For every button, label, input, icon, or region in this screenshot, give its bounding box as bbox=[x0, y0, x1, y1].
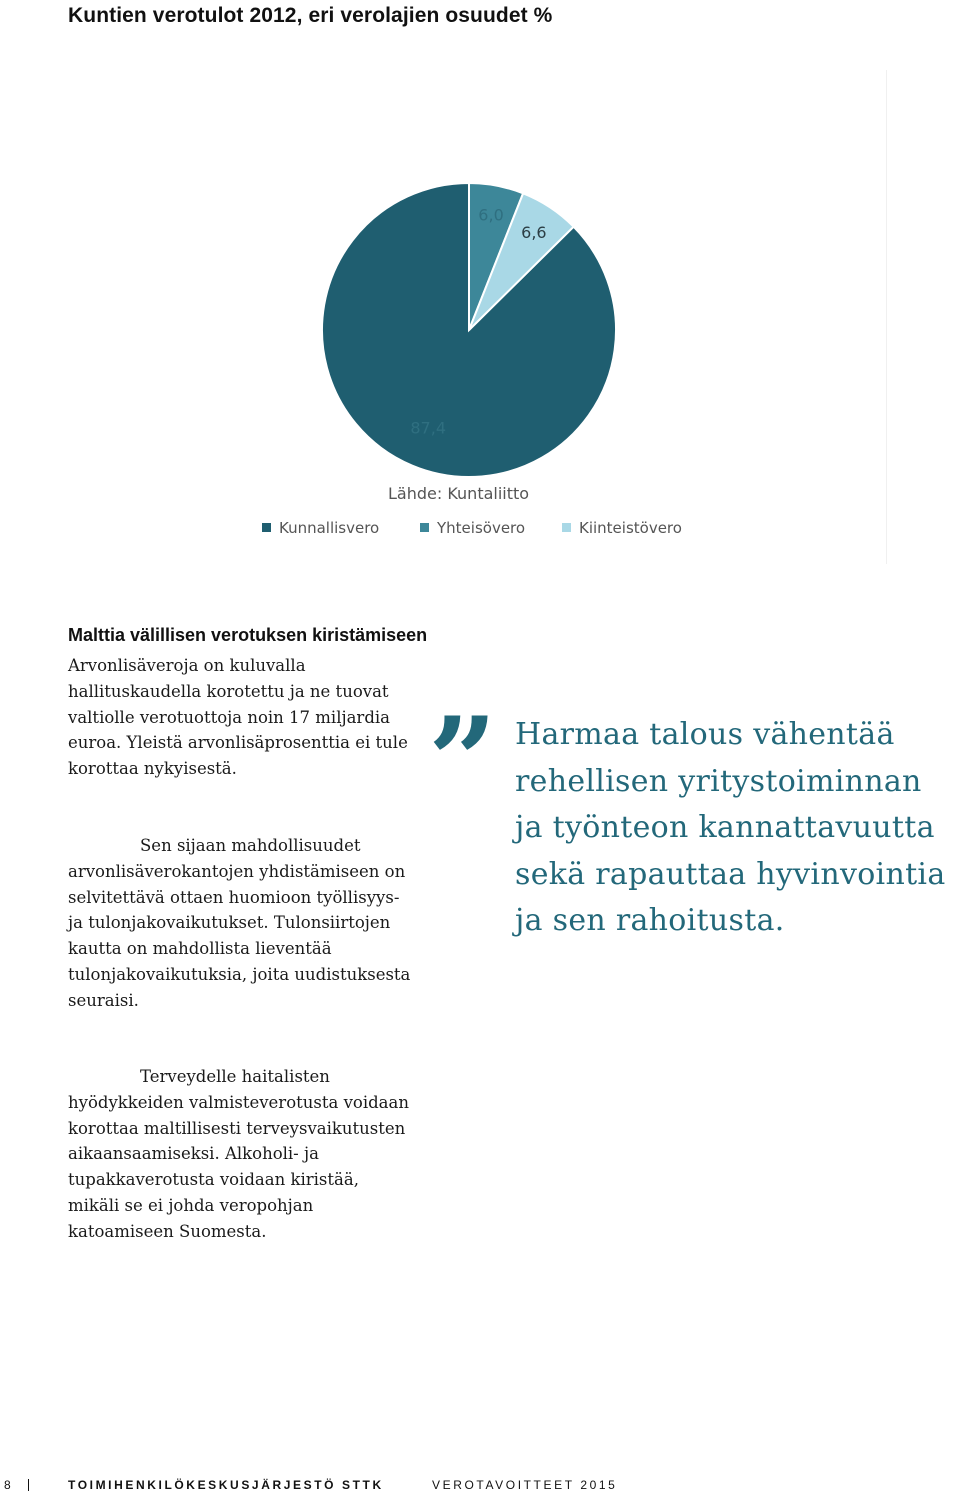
footer-document-title: VEROTAVOITTEET 2015 bbox=[432, 1478, 618, 1492]
paragraph-3: Terveydelle haitalisten hyödykkeiden valmisteverotusta voidaan korottaa maltillisesti terveysvaikutusten aikaansaamiseksi. Alkoholi- ja tupakkaverotusta voidaan kiristää, mikäli se ei johda veropohjan katoamiseen Suomesta. bbox=[68, 1067, 409, 1241]
pull-quote-line: rehellisen yritystoiminnan bbox=[515, 763, 922, 799]
page-number: 8 bbox=[4, 1478, 11, 1492]
page-title: Kuntien verotulot 2012, eri verolajien osuudet % bbox=[68, 4, 553, 27]
legend-label-kunnallisvero: Kunnallisvero bbox=[279, 519, 380, 537]
pull-quote-line: ja sen rahoitusta. bbox=[515, 903, 785, 938]
legend-swatch-yhteisovero bbox=[420, 523, 429, 532]
pie-chart-svg bbox=[64, 70, 886, 564]
paragraph-1: Arvonlisäveroja on kuluvalla hallituskaudella korotettu ja ne tuovat valtiolle verotuottoja noin 17 miljardia euroa. Yleistä arvonlisäprosenttia ei tule korottaa nykyisestä. bbox=[68, 656, 408, 779]
legend-label-kiinteistovero: Kiinteistövero bbox=[579, 519, 682, 537]
section-heading: Malttia välillisen verotuksen kiristämiseen bbox=[68, 625, 428, 645]
legend-swatch-kiinteistovero bbox=[562, 523, 571, 532]
pull-quote-line: Harmaa talous vähentää bbox=[515, 717, 895, 752]
chart-source: Lähde: Kuntaliitto bbox=[388, 484, 530, 503]
pull-quote-line: sekä rapauttaa hyvinvointia bbox=[515, 856, 946, 892]
pie-data-label: 87,4 bbox=[410, 418, 447, 438]
footer-divider bbox=[28, 1479, 29, 1491]
paragraph-2: Sen sijaan mahdollisuudet arvonlisäverokantojen yhdistämiseen on selvitettävä ottaen huomioon työllisyys- ja tulonjakovaikutukset. Tulonsiirtojen kautta on mahdollista lieventää tulonjakovaikutuksia, joita uudistuksesta seuraisi. bbox=[68, 836, 411, 1010]
pie-chart bbox=[64, 70, 887, 564]
page-footer bbox=[0, 1478, 960, 1493]
footer-organization: TOIMIHENKILÖKESKUSJÄRJESTÖ STTK bbox=[68, 1478, 384, 1492]
legend-swatch-kunnallisvero bbox=[262, 523, 271, 532]
pie-data-label: 6,0 bbox=[478, 205, 504, 225]
pie-data-label: 6,6 bbox=[521, 222, 547, 242]
pull-quote bbox=[515, 712, 960, 945]
quote-mark: ” bbox=[428, 691, 498, 832]
pull-quote-line: ja työnteon kannattavuutta bbox=[515, 810, 935, 845]
legend-label-yhteisovero: Yhteisövero bbox=[437, 519, 526, 537]
